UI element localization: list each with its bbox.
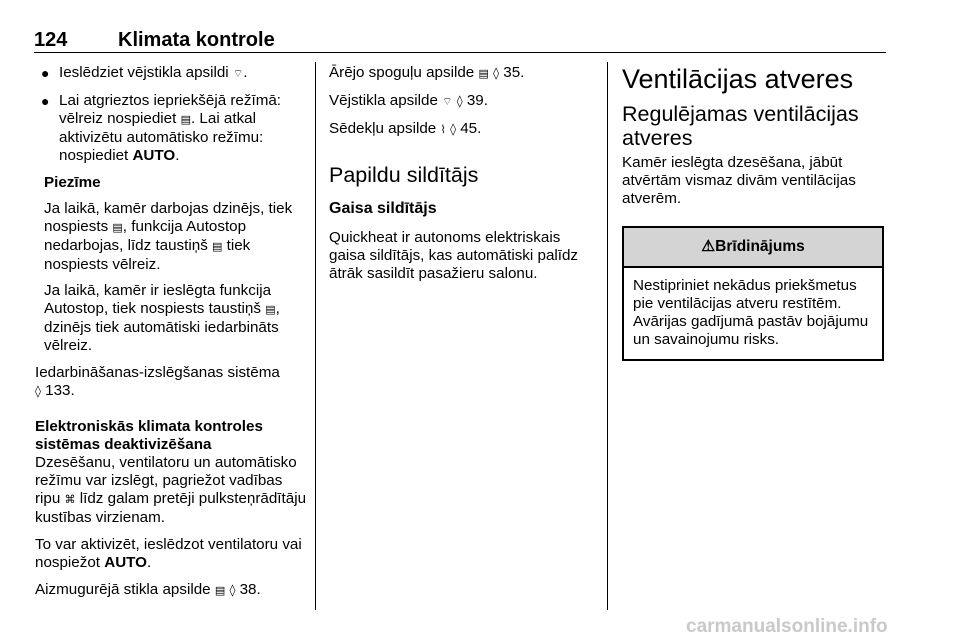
paragraph: Quickheat ir autonoms elektriskais gaisa sildītājs, kas automātiski palīdz ātrāk sasildīt pasažieru salonu. xyxy=(329,229,579,282)
column-2 xyxy=(329,64,599,292)
cross-reference[interactable] xyxy=(329,120,599,139)
reference-arrow-icon: ◊ xyxy=(493,66,500,80)
watermark: carmanualsonline.info xyxy=(686,616,888,637)
cross-reference[interactable] xyxy=(35,581,307,600)
bullet-text: . Lai atkal aktivizētu automātisko režīmu: nospiediet xyxy=(59,110,264,164)
note-box xyxy=(44,174,307,355)
fan-icon: ⌘ xyxy=(64,493,76,506)
warning-box xyxy=(622,226,884,361)
page-number: 124 xyxy=(34,29,68,51)
section-heading: Papildu sildītājs xyxy=(329,163,479,187)
reference-text: Vējstikla apsilde xyxy=(329,92,443,109)
reference-page: 35. xyxy=(499,64,525,81)
note-title: Piezīme xyxy=(44,174,101,191)
bullet-dot: ● xyxy=(41,65,50,81)
reference-page: 133. xyxy=(40,382,75,399)
reference-page: 39. xyxy=(462,92,488,109)
paragraph xyxy=(35,536,307,572)
note-text: Ja laikā, kamēr darbojas dzinējs, tiek nospiests xyxy=(44,200,293,235)
section-subheading: Elektroniskās klimata kontroles sistēmas deaktivizēšana xyxy=(35,418,263,453)
warning-title: Brīdinājums xyxy=(715,238,805,255)
page-header xyxy=(34,29,886,53)
reference-arrow-icon: ◊ xyxy=(450,122,456,136)
reference-arrow-icon: ◊ xyxy=(456,94,463,108)
section-heading: Regulējamas ventilācijas atveres xyxy=(622,102,859,150)
header-rule xyxy=(34,52,886,53)
reference-text: Aizmugurējā stikla apsilde xyxy=(35,581,215,598)
note-paragraph xyxy=(44,200,307,274)
reference-arrow-icon: ◊ xyxy=(229,583,236,597)
max-defrost-icon: ▤ xyxy=(212,240,223,253)
paragraph: Kamēr ieslēgta dzesēšana, jābūt atvērtām vismaz divām ventilācijas atverēm. xyxy=(622,154,856,207)
column-1 xyxy=(35,64,307,609)
bullet-list xyxy=(35,64,307,165)
reference-arrow-icon: ◊ xyxy=(35,384,41,398)
warning-body: Nestipriniet nekādus priekšmetus pie ventilācijas atveru restītēm. Avārijas gadījumā pastāv bojājumu un savainojumu risks. xyxy=(633,277,869,348)
reference-text: Sēdekļu apsilde xyxy=(329,120,441,137)
column-divider-2 xyxy=(607,62,608,610)
note-text: Ja laikā, kamēr ir ieslēgta funkcija Autostop, tiek nospiests taustiņš xyxy=(44,282,272,317)
seat-heat-icon: ⌇ xyxy=(440,123,446,136)
note-text: , funkcija Autostop nedarbojas, līdz taustiņš xyxy=(44,218,247,254)
auto-label: AUTO xyxy=(104,554,147,571)
column-divider-1 xyxy=(315,62,316,610)
windscreen-heat-icon: ⌔ xyxy=(232,67,244,80)
windscreen-heat-icon: ⌔ xyxy=(442,95,453,108)
bullet-end: . xyxy=(243,64,248,81)
bullet-end: . xyxy=(175,147,180,164)
cross-reference[interactable] xyxy=(329,64,599,83)
warning-header xyxy=(624,228,882,268)
reference-text: Iedarbināšanas-izslēgšanas sistēma xyxy=(35,364,280,381)
list-item xyxy=(35,92,307,165)
warning-triangle-icon: ⚠ xyxy=(701,238,716,255)
rear-window-heat-icon: ▤ xyxy=(214,584,226,597)
paragraph-text: līdz galam pretēji pulksteņrādītāju kustības virzienam. xyxy=(35,490,307,526)
reference-page: 45. xyxy=(456,120,482,137)
column-3 xyxy=(622,64,886,361)
max-defrost-icon: ▤ xyxy=(112,221,123,234)
paragraph-text: To var aktivizēt, ieslēdzot ventilatoru vai nospiežot xyxy=(35,536,302,571)
page-section-title: Ventilācijas atveres xyxy=(622,64,854,94)
cross-reference[interactable] xyxy=(35,364,307,400)
cross-reference[interactable] xyxy=(329,92,599,111)
mirror-heat-icon: ▤ xyxy=(478,67,489,80)
chapter-title: Klimata kontrole xyxy=(118,29,275,51)
list-item xyxy=(35,64,307,83)
max-defrost-icon: ▤ xyxy=(265,303,276,316)
paragraph-text: Dzesēšanu, ventilatoru un automātisko režīmu var izslēgt, pagriežot vadības ripu xyxy=(35,454,297,507)
max-defrost-icon: ▤ xyxy=(180,113,191,126)
note-paragraph xyxy=(44,282,307,355)
note-text: tiek nospiests vēlreiz. xyxy=(44,237,251,273)
paragraph-text: . xyxy=(147,554,152,571)
reference-text: Ārējo spoguļu apsilde xyxy=(329,64,479,81)
bullet-text: Ieslēdziet vējstikla apsildi xyxy=(59,64,233,81)
bullet-dot: ● xyxy=(41,93,50,109)
paragraph xyxy=(35,454,307,527)
section-subheading: Gaisa sildītājs xyxy=(329,200,437,217)
note-text: , dzinējs tiek automātiski iedarbināts vēlreiz. xyxy=(44,300,280,354)
bullet-text: Lai atgrieztos iepriekšējā režīmā: vēlreiz nospiediet xyxy=(59,92,282,127)
auto-label: AUTO xyxy=(132,147,176,164)
reference-page: 38. xyxy=(235,581,261,598)
